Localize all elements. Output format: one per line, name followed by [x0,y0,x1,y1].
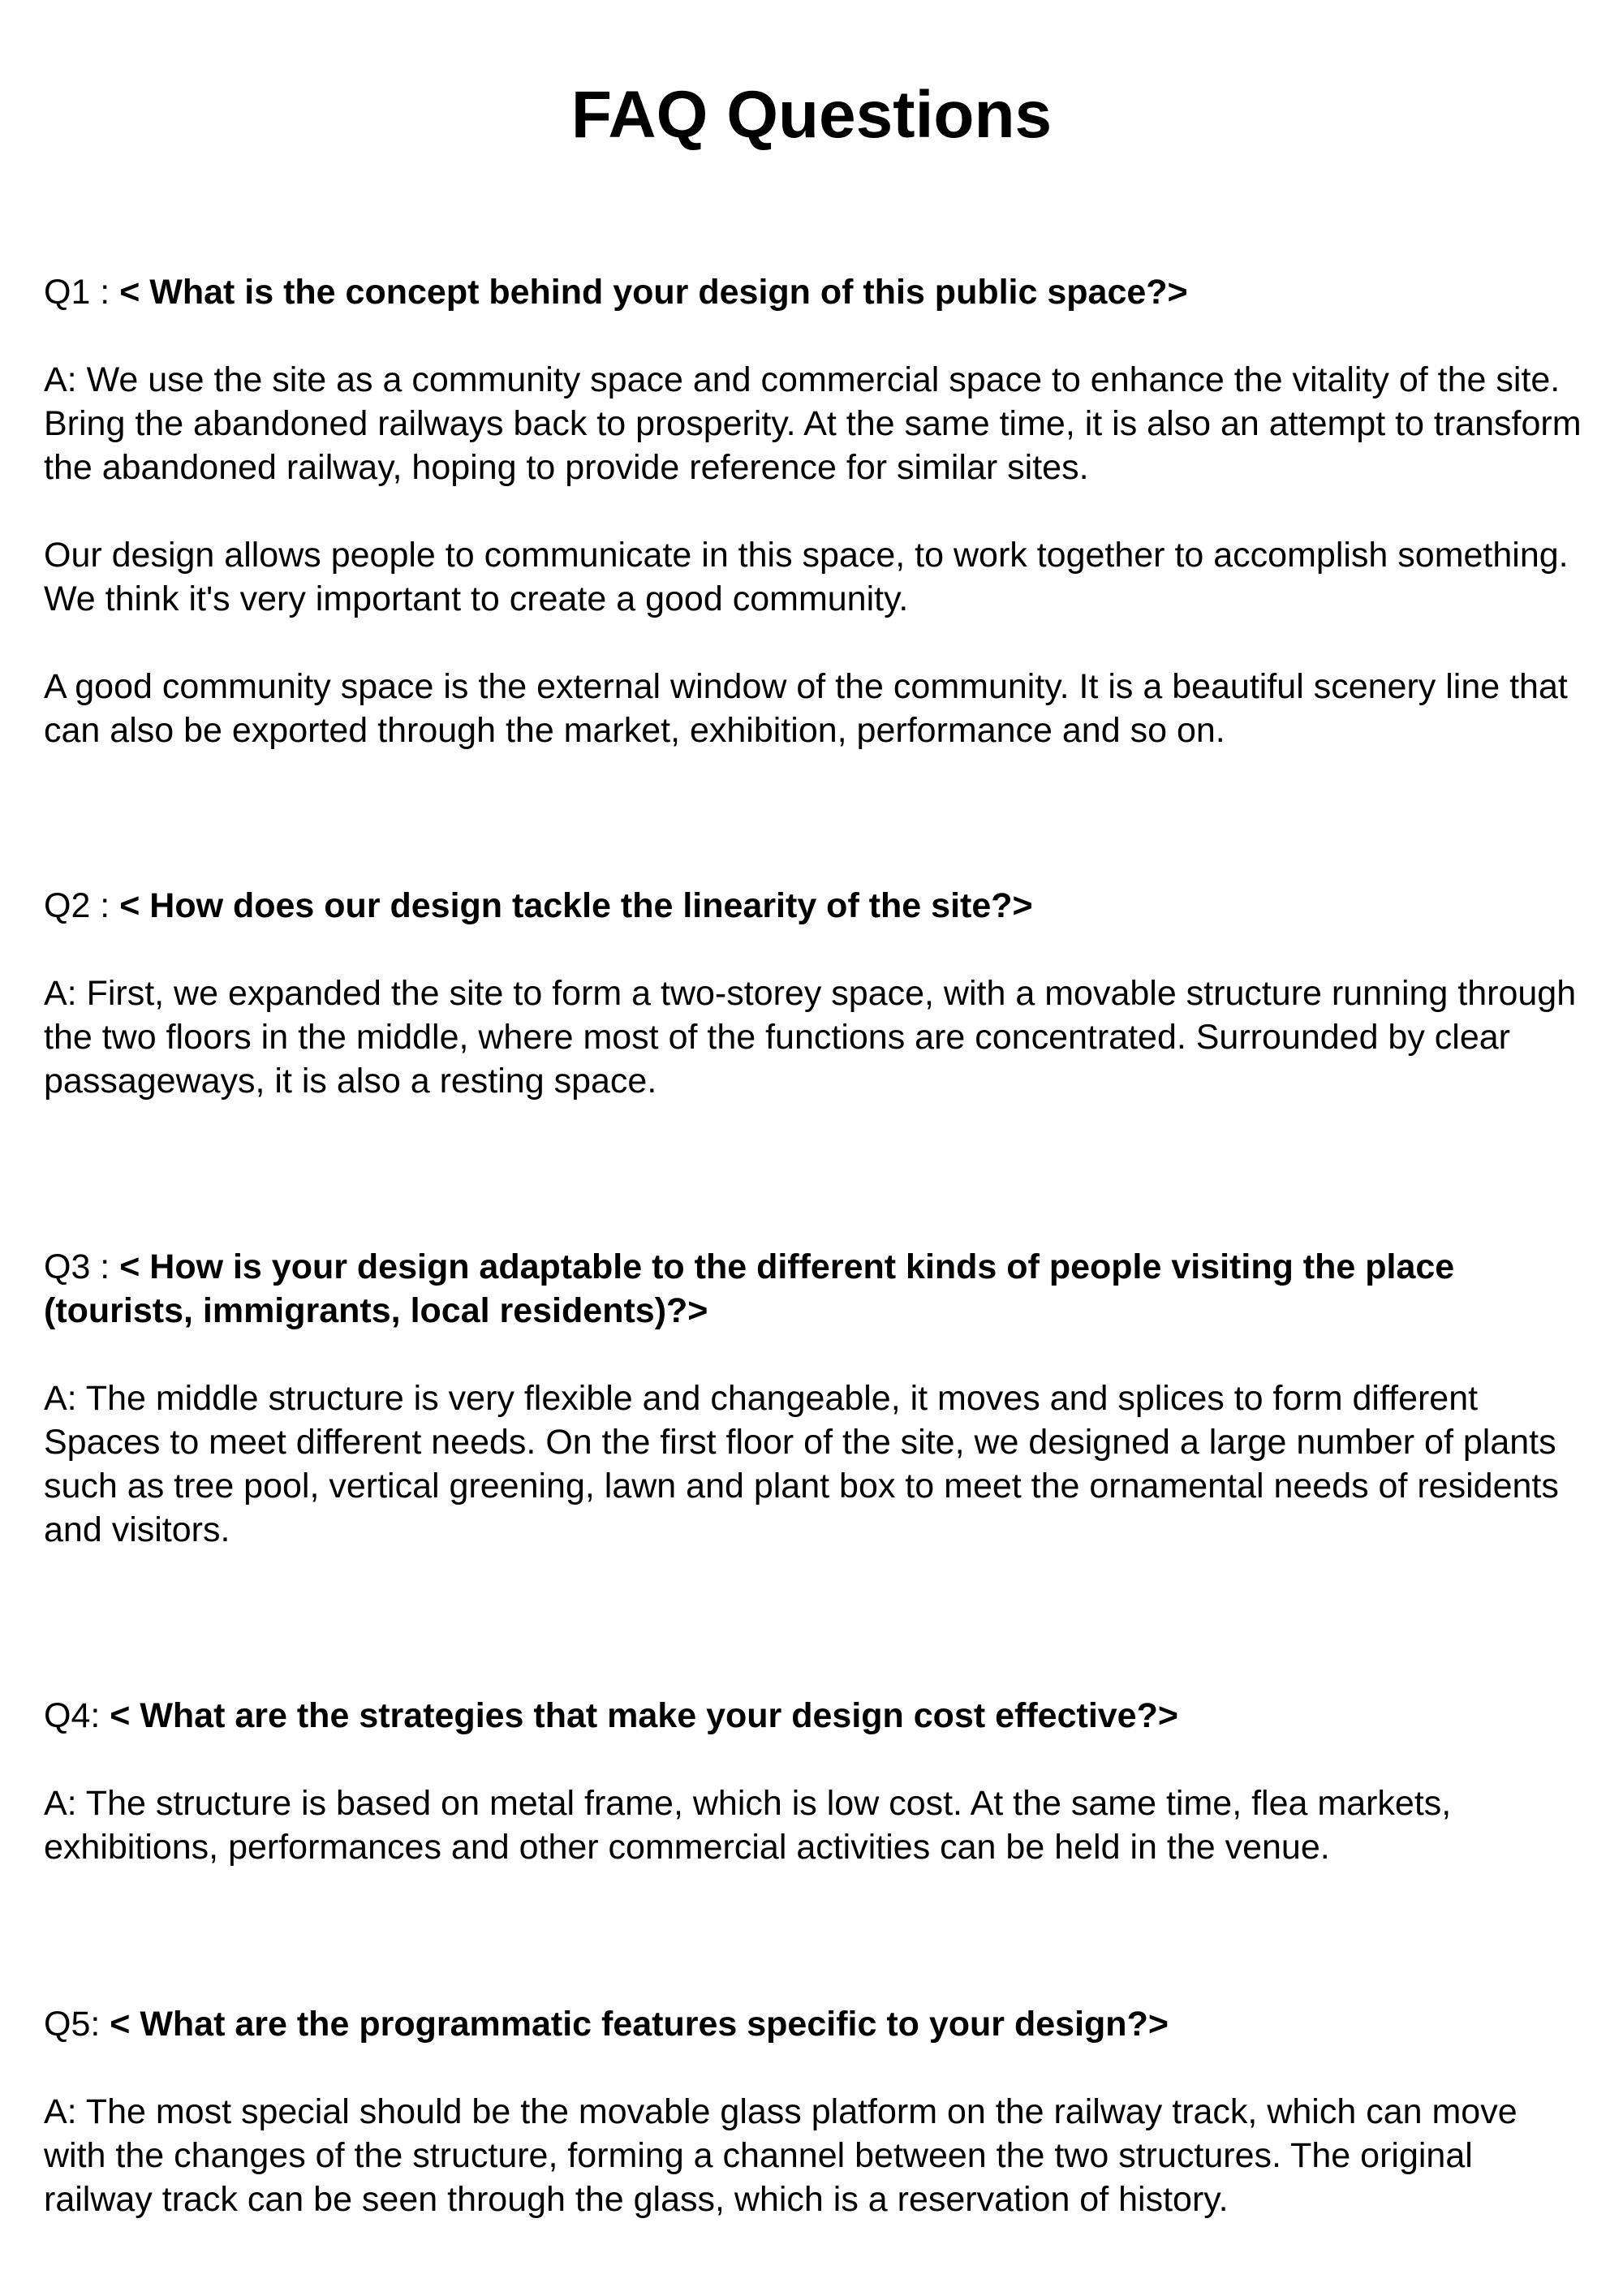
question-2 [44,884,1586,928]
question-number: Q5: [44,2005,110,2044]
answer-1-para-1: A: We use the site as a community space and commercial space to enhance the vitality of the site. Bring the abandoned railways back to prosperity. At the same time, it is also an attempt to transform the abandoned railway, hoping to provide reference for similar sites. [44,360,1582,487]
question-number: Q1 : [44,273,120,312]
question-5 [44,2002,1586,2046]
answer-1-para-2: Our design allows people to communicate in this space, to work together to accomplish something. We think it's very important to create a good community. [44,536,1569,618]
question-3 [44,1245,1586,1333]
question-text: < How does our design tackle the linearity of the site?> [119,886,1033,925]
question-number: Q4: [44,1696,110,1735]
page-title: FAQ Questions [570,78,1053,152]
question-number: Q2 : [44,886,120,925]
answer-2-para-1: A: First, we expanded the site to form a two-storey space, with a movable structure running through the two floors in the middle, where most of the functions are concentrated. Surrounded by clear passageways, it is also a resting space. [44,974,1577,1101]
answer-3-para-1: A: The middle structure is very flexible and changeable, it moves and splices to form different Spaces to meet different needs. On the first floor of the site, we designed a large number of plants such as tree pool, vertical greening, lawn and plant box to meet the ornamental needs of residents and visitors. [44,1379,1559,1549]
question-text: < How is your design adaptable to the different kinds of people visiting the place (tourists, immigrants, local residents)?> [44,1247,1455,1330]
answer-1-para-3: A good community space is the external window of the community. It is a beautiful scenery line that can also be exported through the market, exhibition, performance and so on. [44,667,1568,750]
question-1 [44,270,1586,314]
question-text: < What are the programmatic features specific to your design?> [110,2005,1169,2044]
question-text: < What is the concept behind your design of this public space?> [119,273,1188,312]
question-text: < What are the strategies that make your design cost effective?> [110,1696,1178,1735]
question-number: Q3 : [44,1247,120,1286]
answer-5-para-1: A: The most special should be the movable glass platform on the railway track, which can move with the changes of the structure, forming a channel between the two structures. The original railway track can be seen through the glass, which is a reservation of history. [44,2092,1518,2219]
answer-4-para-1: A: The structure is based on metal frame, which is low cost. At the same time, flea markets, exhibitions, performances and other commercial activities can be held in the venue. [44,1784,1452,1867]
question-4 [44,1694,1586,1738]
